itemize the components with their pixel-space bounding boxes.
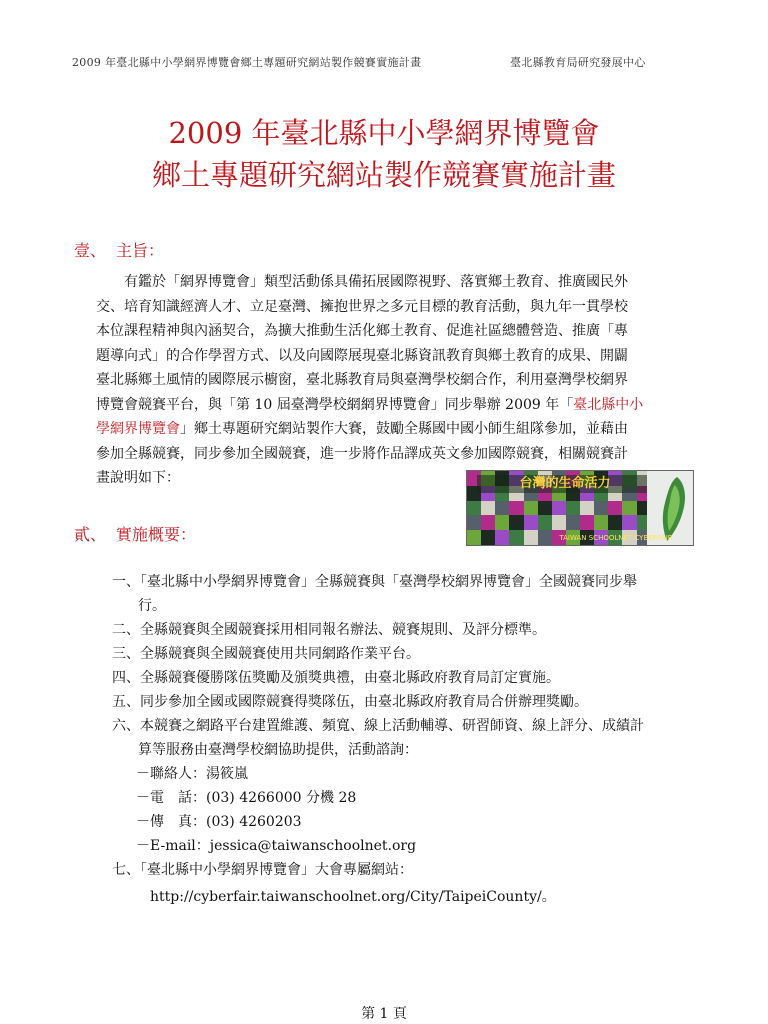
cyberfair-banner-image [466, 470, 694, 546]
section-2-label: 實施概要： [116, 525, 197, 544]
paragraph-line [96, 417, 700, 442]
event-website-link[interactable]: http://cyberfair.taiwanschoolnet.org/City/TaipeiCounty/。 [150, 889, 556, 905]
list-item-continuation: 行。 [138, 598, 166, 614]
banner-title: 台灣的生命活力 [477, 475, 653, 493]
list-item: 二、全縣競賽與全國競賽採用相同報名辦法、競賽規則、及評分標準。 [112, 622, 546, 638]
section-2-heading [74, 522, 196, 545]
page-header [72, 54, 696, 70]
header-plan-title: 2009 年臺北縣中小學網界博覽會鄉土專題研究網站製作競賽實施計畫 [72, 56, 422, 69]
contact-email: －E-mail：jessica@taiwanschoolnet.org [136, 838, 417, 854]
section-1-heading [74, 238, 164, 261]
title-line-1: 2009 年臺北縣中小學網界博覽會 [168, 116, 600, 150]
county-fair-name-highlight: 臺北縣中小 [573, 396, 644, 413]
paragraph-line [96, 393, 700, 418]
banner-footer-text: TAIWAN SCHOOLNET CYBERFAIR [559, 534, 673, 542]
title-line-2: 鄉土專題研究網站製作競賽實施計畫 [151, 158, 616, 192]
section-1-number: 壹、 [74, 241, 107, 260]
section-2-number: 貳、 [74, 525, 107, 544]
paragraph-line: 題導向式」的合作學習方式、以及向國際展現臺北縣資訊教育與鄉土教育的成果、開闢 [96, 347, 628, 364]
list-item: 一、「臺北縣中小學網界博覽會」全縣競賽與「臺灣學校網界博覽會」全國競賽同步舉 [112, 574, 637, 590]
list-item: 三、全縣競賽與全國競賽使用共同網路作業平台。 [112, 646, 420, 662]
list-item: 四、全縣競賽優勝隊伍獎勵及頒獎典禮，由臺北縣政府教育局訂定實施。 [112, 670, 560, 686]
paragraph-line: 本位課程精神與內涵契合，為擴大推動生活化鄉土教育、促進社區總體營造、推廣「專 [96, 323, 628, 339]
paragraph-line: 有鑑於「網界博覽會」類型活動係具備拓展國際視野、落實鄉土教育、推廣國民外 [124, 274, 628, 290]
list-item: 七、「臺北縣中小學網界博覽會」大會專屬網站： [112, 862, 413, 878]
overview-list [112, 570, 702, 882]
paragraph-line: 交、培育知識經濟人才、立足臺灣、擁抱世界之多元目標的教育活動，與九年一貫學校 [96, 298, 628, 315]
contact-person: －聯絡人：湯筱嵐 [136, 766, 248, 782]
paragraph-text: 」鄉土專題研究網站製作大賽，鼓勵全縣國中國小師生組隊參加，並藉由 [180, 421, 628, 437]
contact-fax: －傳 真：(03) 4260203 [136, 814, 302, 830]
paragraph-line: 臺北縣鄉土風情的國際展示櫥窗，臺北縣教育局與臺灣學校網合作，利用臺灣學校網界 [96, 372, 628, 388]
header-organization: 臺北縣教育局研究發展中心 [510, 56, 646, 69]
list-item: 五、同步參加全國或國際競賽得獎隊伍，由臺北縣政府教育局合併辦理獎勵。 [112, 694, 588, 710]
list-item-continuation: 算等服務由臺灣學校網協助提供，活動諮詢： [138, 742, 418, 758]
section-1-label: 主旨： [116, 241, 165, 260]
contact-phone: －電 話：(03) 4266000 分機 28 [136, 790, 357, 806]
paragraph-line: 參加全縣競賽，同步參加全國競賽，進一步將作品譯成英文參加國際競賽，相關競賽計 [96, 445, 628, 462]
county-fair-name-highlight: 學網界博覽會 [96, 421, 180, 437]
paragraph-text: 博覽會競賽平台，與「第 10 屆臺灣學校網網界博覽會」同步舉辦 2009 年「 [96, 396, 574, 413]
document-title [0, 112, 768, 196]
list-item: 六、本競賽之網路平台建置維護、頻寬、線上活動輔導、研習師資、線上評分、成績計 [112, 718, 644, 734]
paragraph-line: 畫說明如下： [96, 470, 180, 486]
page-number: 第 1 頁 [361, 1006, 407, 1022]
purpose-paragraph [96, 270, 700, 491]
